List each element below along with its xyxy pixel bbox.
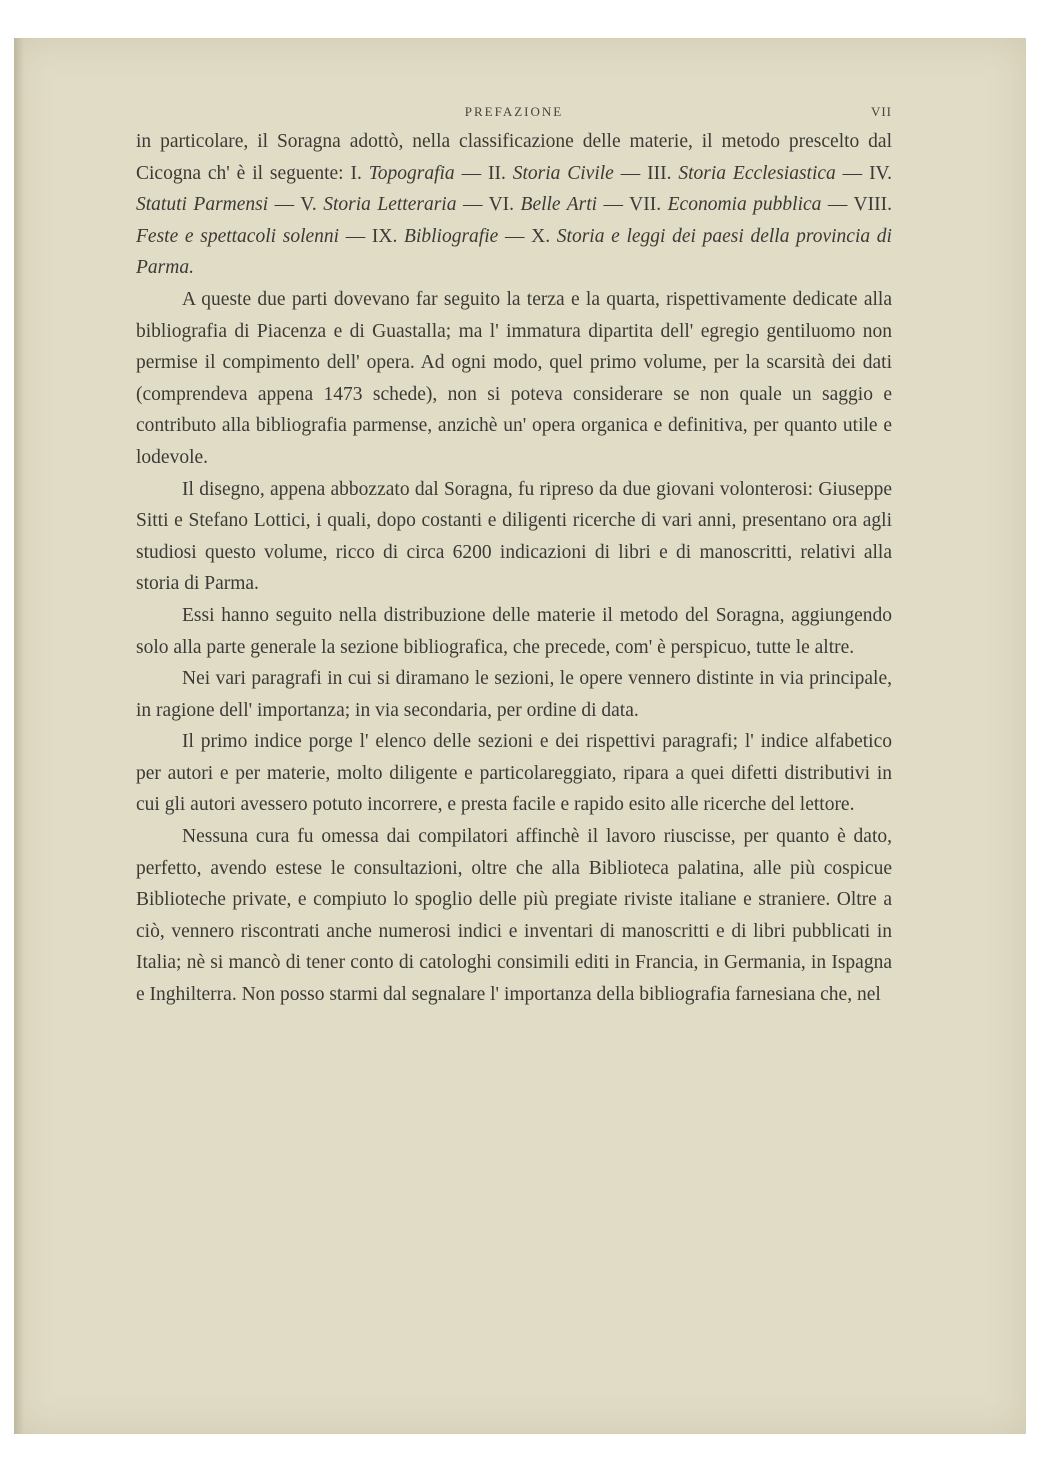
italic-text: Statuti Parmensi: [136, 194, 269, 216]
body-text: [136, 126, 892, 1011]
text-run: Nessuna cura fu omessa dai compilatori affinchè il lavoro riuscisse, per quanto è dato, perfetto, avendo estese le consultazioni, oltre che alla Biblioteca palatina, alle più cospicue Biblioteche private, e compiuto lo spoglio delle più pregiate riviste italiane e straniere. Oltre a ciò, vennero riscontrati anche numerosi indici e inventari di manoscritti e di libri pubblicati in Italia; nè si mancò di tener conto di catologhi consimili editi in Francia, in Germania, in Ispagna e Inghilterra. Non posso starmi dal segnalare l' importanza della bibliografia farnesiana che, nel: [136, 826, 892, 1006]
text-run: — VI.: [456, 194, 521, 216]
text-run: — VII.: [597, 194, 668, 216]
text-run: — III.: [613, 162, 679, 184]
text-run: — V.: [268, 194, 324, 216]
text-run: — IV.: [835, 162, 892, 184]
italic-text: Storia e leggi dei paesi della provincia di Parma.: [136, 225, 892, 279]
paragraph: [136, 126, 892, 284]
paragraph: [136, 474, 892, 600]
italic-text: Belle Arti: [520, 194, 598, 216]
text-run: A queste due parti dovevano far seguito la terza e la quarta, rispettivamente dedicate alla bibliografia di Piacenza e di Guastalla; ma l' immatura dipartita dell' egregio gentiluomo non permise il compimento dell' opera. Ad ogni modo, quel primo volume, per la scarsità dei dati (comprendeva appena 1473 schede), non si poteva considerare se non quale un saggio e contributo alla bibliografia parmense, anzichè un' opera organica e definitiva, per quanto utile e lodevole.: [136, 288, 892, 468]
text-run: Il disegno, appena abbozzato dal Soragna, fu ripreso da due giovani volonterosi: Giuseppe Sitti e Stefano Lottici, i quali, dopo costanti e diligenti ricerche di vari anni, presentano ora agli studiosi questo volume, ricco di circa 6200 indicazioni di libri e di manoscritti, relativi alla storia di Parma.: [136, 478, 892, 595]
page-number: VII: [870, 104, 892, 119]
italic-text: Topografia: [368, 162, 455, 184]
document-page: [136, 96, 892, 1011]
text-run: Nei vari paragrafi in cui si diramano le sezioni, le opere vennero distinte in via principale, in ragione dell' importanza; in via secondaria, per ordine di data.: [136, 668, 892, 721]
text-run: — VIII.: [821, 194, 892, 216]
text-run: in particolare, il Soragna adottò, nella classificazione delle materie, il metodo prescelto dal Cicogna ch' è il seguente: I.: [136, 131, 892, 184]
italic-text: Storia Ecclesiastica: [678, 162, 836, 184]
italic-text: Storia Civile: [512, 162, 614, 184]
text-run: — II.: [454, 162, 513, 184]
section-title: PREFAZIONE: [464, 104, 564, 119]
text-run: — X.: [498, 225, 557, 247]
paragraph: [136, 726, 892, 821]
paragraph: [136, 284, 892, 474]
paragraph: [136, 821, 892, 1011]
italic-text: Economia pubblica: [667, 194, 822, 216]
page-binding-edge: [14, 38, 24, 1434]
paragraph: [136, 600, 892, 663]
italic-text: Feste e spettacoli solenni: [136, 225, 340, 247]
text-run: Il primo indice porge l' elenco delle sezioni e dei rispettivi paragrafi; l' indice alfabetico per autori e per materie, molto diligente e particolareggiato, ripara a quei difetti distributivi in cui gli autori avessero potuto incorrere, e presta facile e rapido esito alle ricerche del lettore.: [136, 731, 892, 816]
text-run: — IX.: [339, 225, 405, 247]
paragraph: [136, 663, 892, 726]
italic-text: Storia Letteraria: [323, 194, 457, 216]
italic-text: Bibliografie: [404, 225, 499, 247]
running-header: [136, 96, 892, 126]
text-run: Essi hanno seguito nella distribuzione delle materie il metodo del Soragna, aggiungendo solo alla parte generale la sezione bibliografica, che precede, com' è perspicuo, tutte le altre.: [136, 604, 892, 658]
